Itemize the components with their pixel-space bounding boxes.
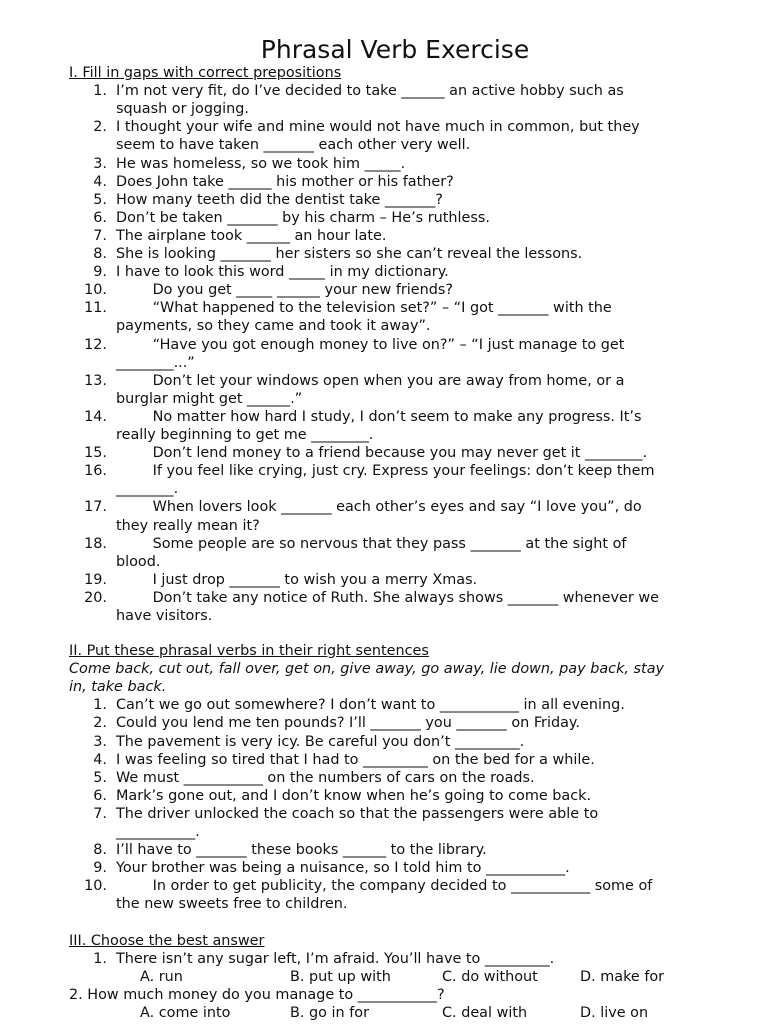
section-1-item-text: payments, so they came and took it away”. <box>116 318 431 335</box>
section-1-item-number: 19. <box>84 571 107 588</box>
section-1-item-text: She is looking _______ her sisters so she can’t reveal the lessons. <box>116 246 583 262</box>
answer-option: A. come into <box>140 1005 231 1022</box>
answer-option: B. put up with <box>290 969 391 986</box>
section-1-item-text: blood. <box>116 553 161 570</box>
section-1-item-text: I thought your wife and mine would not have much in common, but they <box>116 119 640 136</box>
section-2-item-text: the new sweets free to children. <box>116 896 348 913</box>
section-1-item-number: 15. <box>84 445 107 462</box>
section-1-heading: I. Fill in gaps with correct prepositions <box>69 65 342 81</box>
phrasal-verb-list: Come back, cut out, fall over, get on, give away, go away, lie down, pay back, stay <box>69 661 665 678</box>
answer-option: C. do without <box>442 969 538 986</box>
section-1-item-text: Don’t let your windows open when you are away from home, or a <box>116 372 625 389</box>
section-1-item-text: really beginning to get me ________. <box>116 427 374 443</box>
section-1-item-text: I’m not very fit, do I’ve decided to take ______ an active hobby such as <box>116 83 624 100</box>
section-2-item-number: 2. <box>93 715 107 732</box>
section-1-item-number: 18. <box>84 535 107 552</box>
section-1-item-text: “Have you got enough money to live on?” – “I just manage to get <box>116 336 625 353</box>
section-2-item-number: 10. <box>84 878 107 895</box>
section-2-item-text: The pavement is very icy. Be careful you don’t _________. <box>116 733 525 750</box>
section-1-item-number: 9. <box>93 264 107 281</box>
section-2-item-text: Mark’s gone out, and I don’t know when he’s going to come back. <box>116 787 592 804</box>
section-1-item-text: ________. <box>116 481 179 498</box>
answer-option: B. go in for <box>290 1005 370 1022</box>
section-2-item-number: 3. <box>93 733 107 750</box>
section-1-item-number: 20. <box>84 589 107 606</box>
section-2-item-number: 6. <box>93 787 107 804</box>
section-1-item-number: 3. <box>93 155 107 172</box>
section-1-item-text: If you feel like crying, just cry. Express your feelings: don’t keep them <box>116 463 655 480</box>
section-2-heading: II. Put these phrasal verbs in their right sentences <box>69 643 429 659</box>
section-1-item-number: 10. <box>84 282 107 299</box>
section-3-heading: III. Choose the best answer <box>69 933 265 949</box>
section-1-item-text: Don’t be taken _______ by his charm – He’s ruthless. <box>116 209 490 226</box>
section-3-question-1: There isn’t any sugar left, I’m afraid. You’ll have to _________. <box>116 951 555 968</box>
section-1-item-text: How many teeth did the dentist take _______? <box>116 191 443 208</box>
section-1-item-number: 16. <box>84 463 107 480</box>
answer-option: C. deal with <box>442 1005 528 1022</box>
section-1-item-number: 1. <box>93 83 107 100</box>
section-1-item-number: 4. <box>93 173 107 190</box>
section-2-item-text: ___________. <box>116 824 200 840</box>
section-1-item-text: burglar might get ______.” <box>116 390 303 407</box>
section-1-item-text: The airplane took ______ an hour late. <box>116 227 387 244</box>
section-1-item-number: 7. <box>93 227 107 244</box>
section-1-item-number: 14. <box>84 408 107 425</box>
section-1-item-text: Some people are so nervous that they pass _______ at the sight of <box>116 535 627 552</box>
section-1-item-number: 8. <box>93 246 107 262</box>
section-2-item-text: The driver unlocked the coach so that the passengers were able to <box>116 805 599 822</box>
section-3-question-2: 2. How much money do you manage to ___________? <box>69 987 445 1004</box>
section-1-item-text: When lovers look _______ each other’s eyes and say “I love you”, do <box>116 499 642 516</box>
phrasal-verb-list: in, take back. <box>69 679 167 696</box>
section-2-item-number: 7. <box>93 805 107 822</box>
section-1-item-text: Don’t lend money to a friend because you may never get it ________. <box>116 445 648 462</box>
section-1-item-text: seem to have taken _______ each other very well. <box>116 137 471 154</box>
section-1-item-number: 12. <box>84 336 107 353</box>
section-1-item-number: 6. <box>93 209 107 226</box>
section-2-item-number: 5. <box>93 769 107 786</box>
section-1-item-text: I have to look this word _____ in my dictionary. <box>116 264 449 281</box>
section-1-item-text: No matter how hard I study, I don’t seem to make any progress. It’s <box>116 408 642 425</box>
section-1-item-text: Don’t take any notice of Ruth. She always shows _______ whenever we <box>116 589 659 606</box>
section-1-item-text: ________...” <box>116 354 195 371</box>
section-2-item-number: 1. <box>93 697 107 714</box>
section-1-item-number: 17. <box>84 499 107 516</box>
section-2-item-number: 9. <box>93 860 107 877</box>
section-2-item-text: I’ll have to _______ these books ______ to the library. <box>116 842 487 859</box>
section-2-item-number: 4. <box>93 751 107 768</box>
section-2-item-text: Your brother was being a nuisance, so I told him to ___________. <box>116 860 570 877</box>
section-2-item-text: In order to get publicity, the company decided to ___________ some of <box>116 878 653 895</box>
answer-option: A. run <box>140 969 183 986</box>
section-1-item-text: He was homeless, so we took him _____. <box>116 155 406 172</box>
section-2-item-text: I was feeling so tired that I had to _________ on the bed for a while. <box>116 751 595 768</box>
section-1-item-number: 2. <box>93 119 107 136</box>
answer-option: D. make for <box>580 969 665 986</box>
answer-option: D. live on <box>580 1005 649 1022</box>
section-1-item-number: 13. <box>84 372 107 389</box>
section-2-item-text: We must ___________ on the numbers of cars on the roads. <box>116 769 535 786</box>
section-1-item-text: Does John take ______ his mother or his father? <box>116 173 454 190</box>
section-1-item-text: squash or jogging. <box>116 101 249 118</box>
section-1-item-text: “What happened to the television set?” – “I got _______ with the <box>116 300 612 317</box>
section-3-item-number: 1. <box>93 951 107 968</box>
section-1-item-text: I just drop _______ to wish you a merry Xmas. <box>116 571 478 588</box>
section-1-item-number: 5. <box>93 191 107 208</box>
section-1-item-number: 11. <box>84 300 107 317</box>
page-title: Phrasal Verb Exercise <box>260 35 530 64</box>
section-2-item-number: 8. <box>93 842 107 859</box>
section-1-item-text: Do you get _____ ______ your new friends? <box>116 282 454 299</box>
section-2-item-text: Can’t we go out somewhere? I don’t want to ___________ in all evening. <box>116 697 625 714</box>
section-2-item-text: Could you lend me ten pounds? I’ll _______ you _______ on Friday. <box>116 715 580 732</box>
section-1-item-text: they really mean it? <box>116 517 260 534</box>
section-1-item-text: have visitors. <box>116 608 213 624</box>
